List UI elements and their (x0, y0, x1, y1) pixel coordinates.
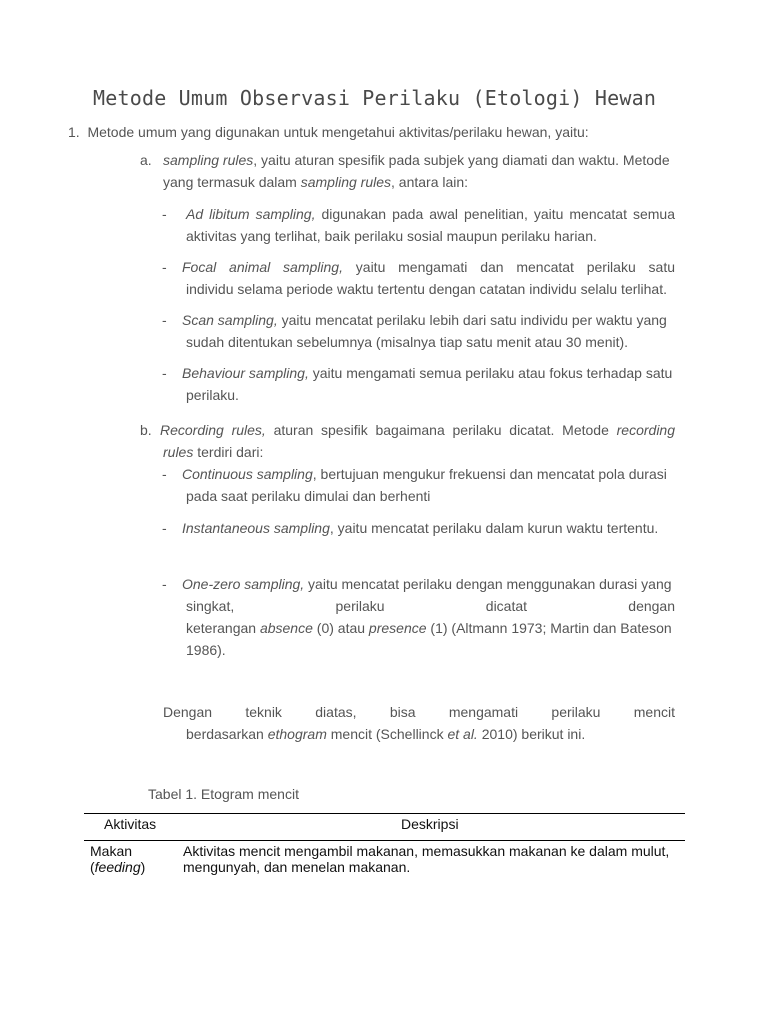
description-line: mengunyah, dan menelan makanan. (183, 859, 411, 875)
list-text: Metode umum yang digunakan untuk mengetahui aktivitas/perilaku hewan, yaitu: (87, 124, 589, 140)
term: Instantaneous sampling (182, 520, 330, 536)
behaviour-sampling-line2: perilaku. (186, 387, 239, 403)
instantaneous-sampling-line1 (182, 517, 658, 539)
table-header-activity: Aktivitas (104, 816, 157, 832)
table-top-rule (84, 813, 685, 814)
text: keterangan (186, 620, 260, 636)
term: Recording rules, (160, 422, 266, 438)
dash: - (162, 576, 167, 592)
text: aturan spesifik bagaimana perilaku dicatat. Metode (265, 422, 617, 438)
dash: - (162, 466, 167, 482)
dash: - (162, 259, 167, 275)
list-item-1 (68, 121, 589, 143)
text: yaitu mencatat perilaku dengan menggunakan durasi yang (304, 576, 672, 592)
focal-animal-line2: individu selama periode waktu tertentu dengan catatan individu selalu terlihat. (186, 281, 667, 297)
sub-label-b: b. (140, 422, 152, 438)
dash: - (162, 206, 167, 222)
text: digunakan pada awal penelitian, yaitu mencatat semua (315, 206, 675, 222)
text: yaitu mengamati semua perilaku atau fokus terhadap satu (308, 365, 673, 381)
paren: ) (140, 859, 146, 875)
one-zero-sampling-line1 (182, 573, 672, 595)
term: Behaviour sampling, (182, 365, 309, 381)
one-zero-sampling-line2: singkat, perilaku dicatat dengan (186, 598, 675, 614)
term: sampling rules (163, 152, 254, 168)
closing-line2 (186, 723, 585, 745)
term: recording (616, 422, 676, 438)
text: yang termasuk dalam (163, 174, 301, 190)
table-row-activity (90, 843, 145, 875)
text: mencit (Schellinck (326, 726, 448, 742)
table-row-description (183, 843, 669, 875)
description-line: Aktivitas mencit mengambil makanan, memasukkan makanan ke dalam mulut, (183, 843, 670, 859)
term: Scan sampling, (182, 312, 278, 328)
term: ethogram (267, 726, 327, 742)
table-header-description: Deskripsi (401, 816, 459, 832)
table-header-rule (84, 840, 685, 841)
term: One-zero sampling, (182, 576, 305, 592)
dash: - (162, 520, 167, 536)
text: (1) (Altmann 1973; Martin dan Bateson (426, 620, 672, 636)
behaviour-sampling-line1 (182, 362, 672, 384)
activity-name: Makan (90, 843, 133, 859)
one-zero-sampling-line3 (186, 617, 672, 639)
text: berdasarkan (186, 726, 268, 742)
dash: - (162, 365, 167, 381)
term: presence (368, 620, 427, 636)
term: feeding (94, 859, 141, 875)
list-number: 1. (68, 124, 80, 140)
recording-rules-line2 (163, 441, 263, 463)
continuous-sampling-line2: pada saat perilaku dimulai dan berhenti (186, 488, 431, 504)
ad-libitum-line1 (186, 203, 675, 225)
text: 2010) berikut ini. (477, 726, 586, 742)
term: Focal animal sampling, (182, 259, 343, 275)
one-zero-sampling-line4: 1986). (186, 642, 226, 658)
text: (0) atau (312, 620, 369, 636)
ad-libitum-line2: aktivitas yang terlihat, baik perilaku sosial maupun perilaku harian. (186, 228, 597, 244)
closing-line1: Dengan teknik diatas, bisa mengamati perilaku mencit (163, 704, 675, 720)
text: , yaitu mencatat perilaku dalam kurun waktu tertentu. (329, 520, 659, 536)
continuous-sampling-line1 (182, 463, 667, 485)
term: sampling rules (300, 174, 391, 190)
term: rules (163, 444, 194, 460)
sub-label-a: a. (140, 152, 152, 168)
term: Ad libitum sampling, (186, 206, 316, 222)
text: , yaitu aturan spesifik pada subjek yang diamati dan waktu. Metode (253, 152, 670, 168)
term: absence (259, 620, 313, 636)
page-title: Metode Umum Observasi Perilaku (Etologi) Hewan (93, 86, 657, 110)
term: Continuous sampling (182, 466, 313, 482)
text: yaitu mencatat perilaku lebih dari satu individu per waktu yang (277, 312, 667, 328)
table-caption: Tabel 1. Etogram mencit (148, 786, 299, 802)
text: yaitu mengamati dan mencatat perilaku satu (342, 259, 675, 275)
scan-sampling-line2: sudah ditentukan sebelumnya (misalnya tiap satu menit atau 30 menit). (186, 334, 629, 350)
term: et al. (447, 726, 478, 742)
sampling-rules-line2 (163, 171, 468, 193)
text: , bertujuan mengukur frekuensi dan mencatat pola durasi (312, 466, 667, 482)
focal-animal-line1 (182, 256, 675, 278)
recording-rules-line1 (160, 419, 675, 441)
sampling-rules-line1 (163, 149, 670, 171)
activity-english (90, 859, 145, 875)
paren: ( (90, 859, 95, 875)
text: terdiri dari: (193, 444, 264, 460)
dash: - (162, 312, 167, 328)
text: , antara lain: (391, 174, 469, 190)
scan-sampling-line1 (182, 309, 667, 331)
